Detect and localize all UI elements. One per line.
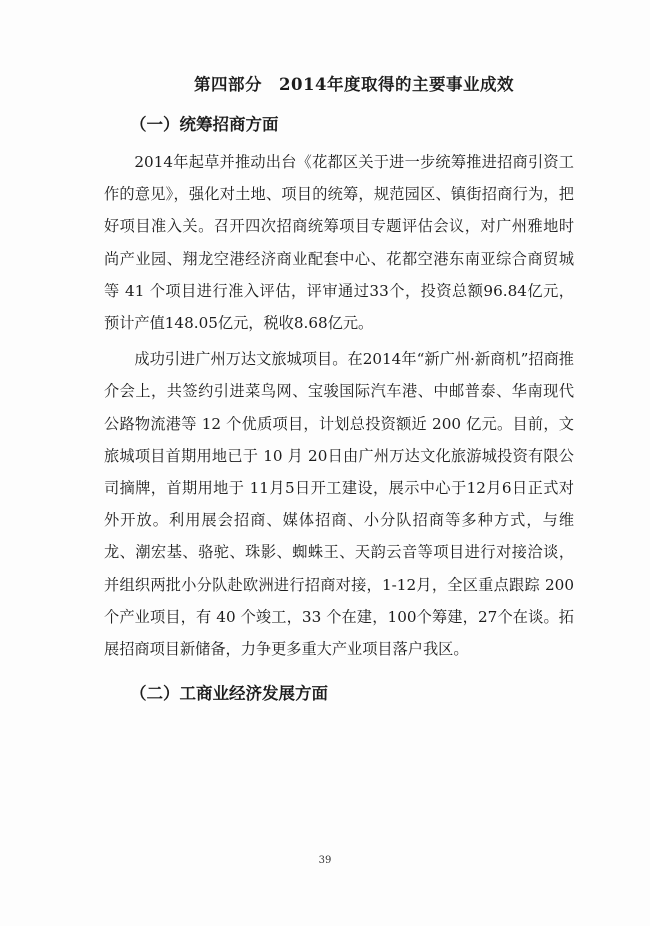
paragraph-wanda-project: 成功引进广州万达文旅城项目。在2014年“新广州·新商机”招商推介会上，共签约引进菜鸟网、宝骏国际汽车港、中邮普泰、华南现代公路物流港等 12 个优质项目，计划总投资额近 200 亿元。目前，文旅城项目首期用地已于 10 月 20日由广州万达文化旅游城投资有限公司摘牌，首期用地于 11月5日开工建设，展示中心于12月6日正式对外开放。利用展会招商、媒体招商、小分队招商等多种方式，与维龙、潮宏基、骆驼、珠影、蜘蛛王、天韵云音等项目进行对接洽谈，并组织两批小分队赴欧洲进行招商对接，1-12月，全区重点跟踪 200 个产业项目，有 40 个竣工，33 个在建，100个筹建，27个在谈。拓展招商项目新储备，力争更多重大产业项目落户我区。 (104, 350, 574, 659)
page-number: 39 (318, 855, 332, 866)
section-heading-investment: （一）统筹招商方面 (130, 115, 279, 134)
page-content (104, 72, 574, 707)
paragraph-investment-policy: 2014年起草并推动出台《花都区关于进一步统筹推进招商引资工作的意见》，强化对土地、项目的统筹，规范园区、镇街招商行为，把好项目准入关。召开四次招商统筹项目专题评估会议，对广州雅地时尚产业园、翔龙空港经济商业配套中心、花都空港东南亚综合商贸城等 41 个项目进行准入评估，评审通过33个，投资总额96.84亿元，预计产值148.05亿元，税收8.68亿元。 (104, 153, 574, 333)
section-heading-industry: （二）工商业经济发展方面 (130, 684, 328, 704)
page-title: 第四部分 2014年度取得的主要事业成效 (194, 75, 514, 94)
